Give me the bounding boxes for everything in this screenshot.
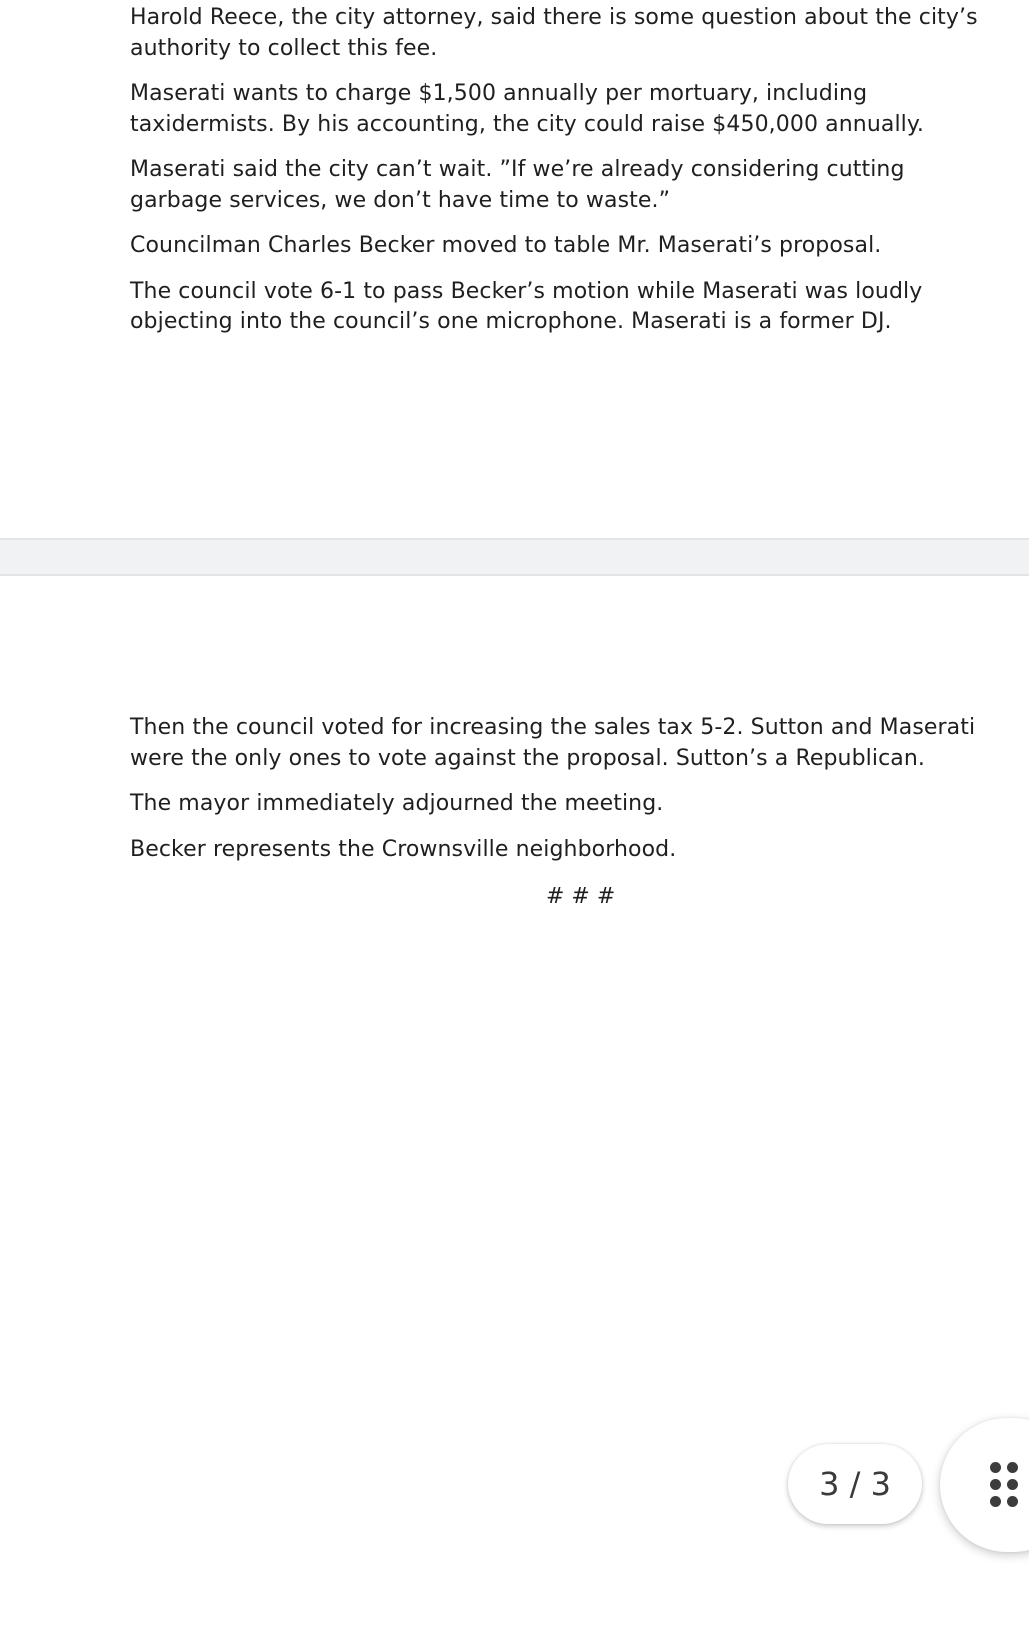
text-line: Then the council voted for increasing the sales tax 5-2. Sutton and Maserati: [130, 715, 976, 740]
text-line: objecting into the council’s one microphone. Maserati is a former DJ.: [130, 309, 892, 334]
document-page-2: [0, 0, 1029, 538]
text-line: garbage services, we don’t have time to waste.”: [130, 187, 671, 213]
text-line: authority to collect this fee.: [130, 35, 438, 61]
paragraph: [130, 231, 1029, 262]
text-line: taxidermists. By his accounting, the city could raise $450,000 annually.: [130, 111, 924, 137]
page-2-text: [130, 3, 1029, 353]
text-line: The mayor immediately adjourned the meeting.: [130, 791, 664, 816]
end-mark: # # #: [546, 884, 616, 909]
text-line: Maserati said the city can’t wait. ”If we’re already considering cutting: [130, 157, 905, 182]
paragraph: [130, 3, 1029, 64]
paragraph: [130, 713, 1029, 774]
page-3-text: [130, 713, 1029, 880]
grip-dots-icon: [990, 1462, 1020, 1508]
page-indicator[interactable]: [788, 1444, 922, 1524]
paragraph: [130, 277, 1029, 338]
text-line: were the only ones to vote against the proposal. Sutton’s a Republican.: [130, 745, 925, 771]
page-indicator-label: 3 / 3: [819, 1465, 891, 1503]
paragraph: [130, 155, 1029, 216]
paragraph: [130, 835, 1029, 866]
paragraph: [130, 789, 1029, 820]
text-line: Harold Reece, the city attorney, said there is some question about the city’s: [130, 5, 978, 30]
page-separator: [0, 538, 1029, 576]
text-line: Councilman Charles Becker moved to table Mr. Maserati’s proposal.: [130, 233, 882, 258]
text-line: Becker represents the Crownsville neighborhood.: [130, 836, 677, 862]
paragraph: [130, 79, 1029, 140]
text-line: The council vote 6-1 to pass Becker’s motion while Maserati was loudly: [130, 278, 923, 304]
text-line: Maserati wants to charge $1,500 annually per mortuary, including: [130, 81, 868, 106]
